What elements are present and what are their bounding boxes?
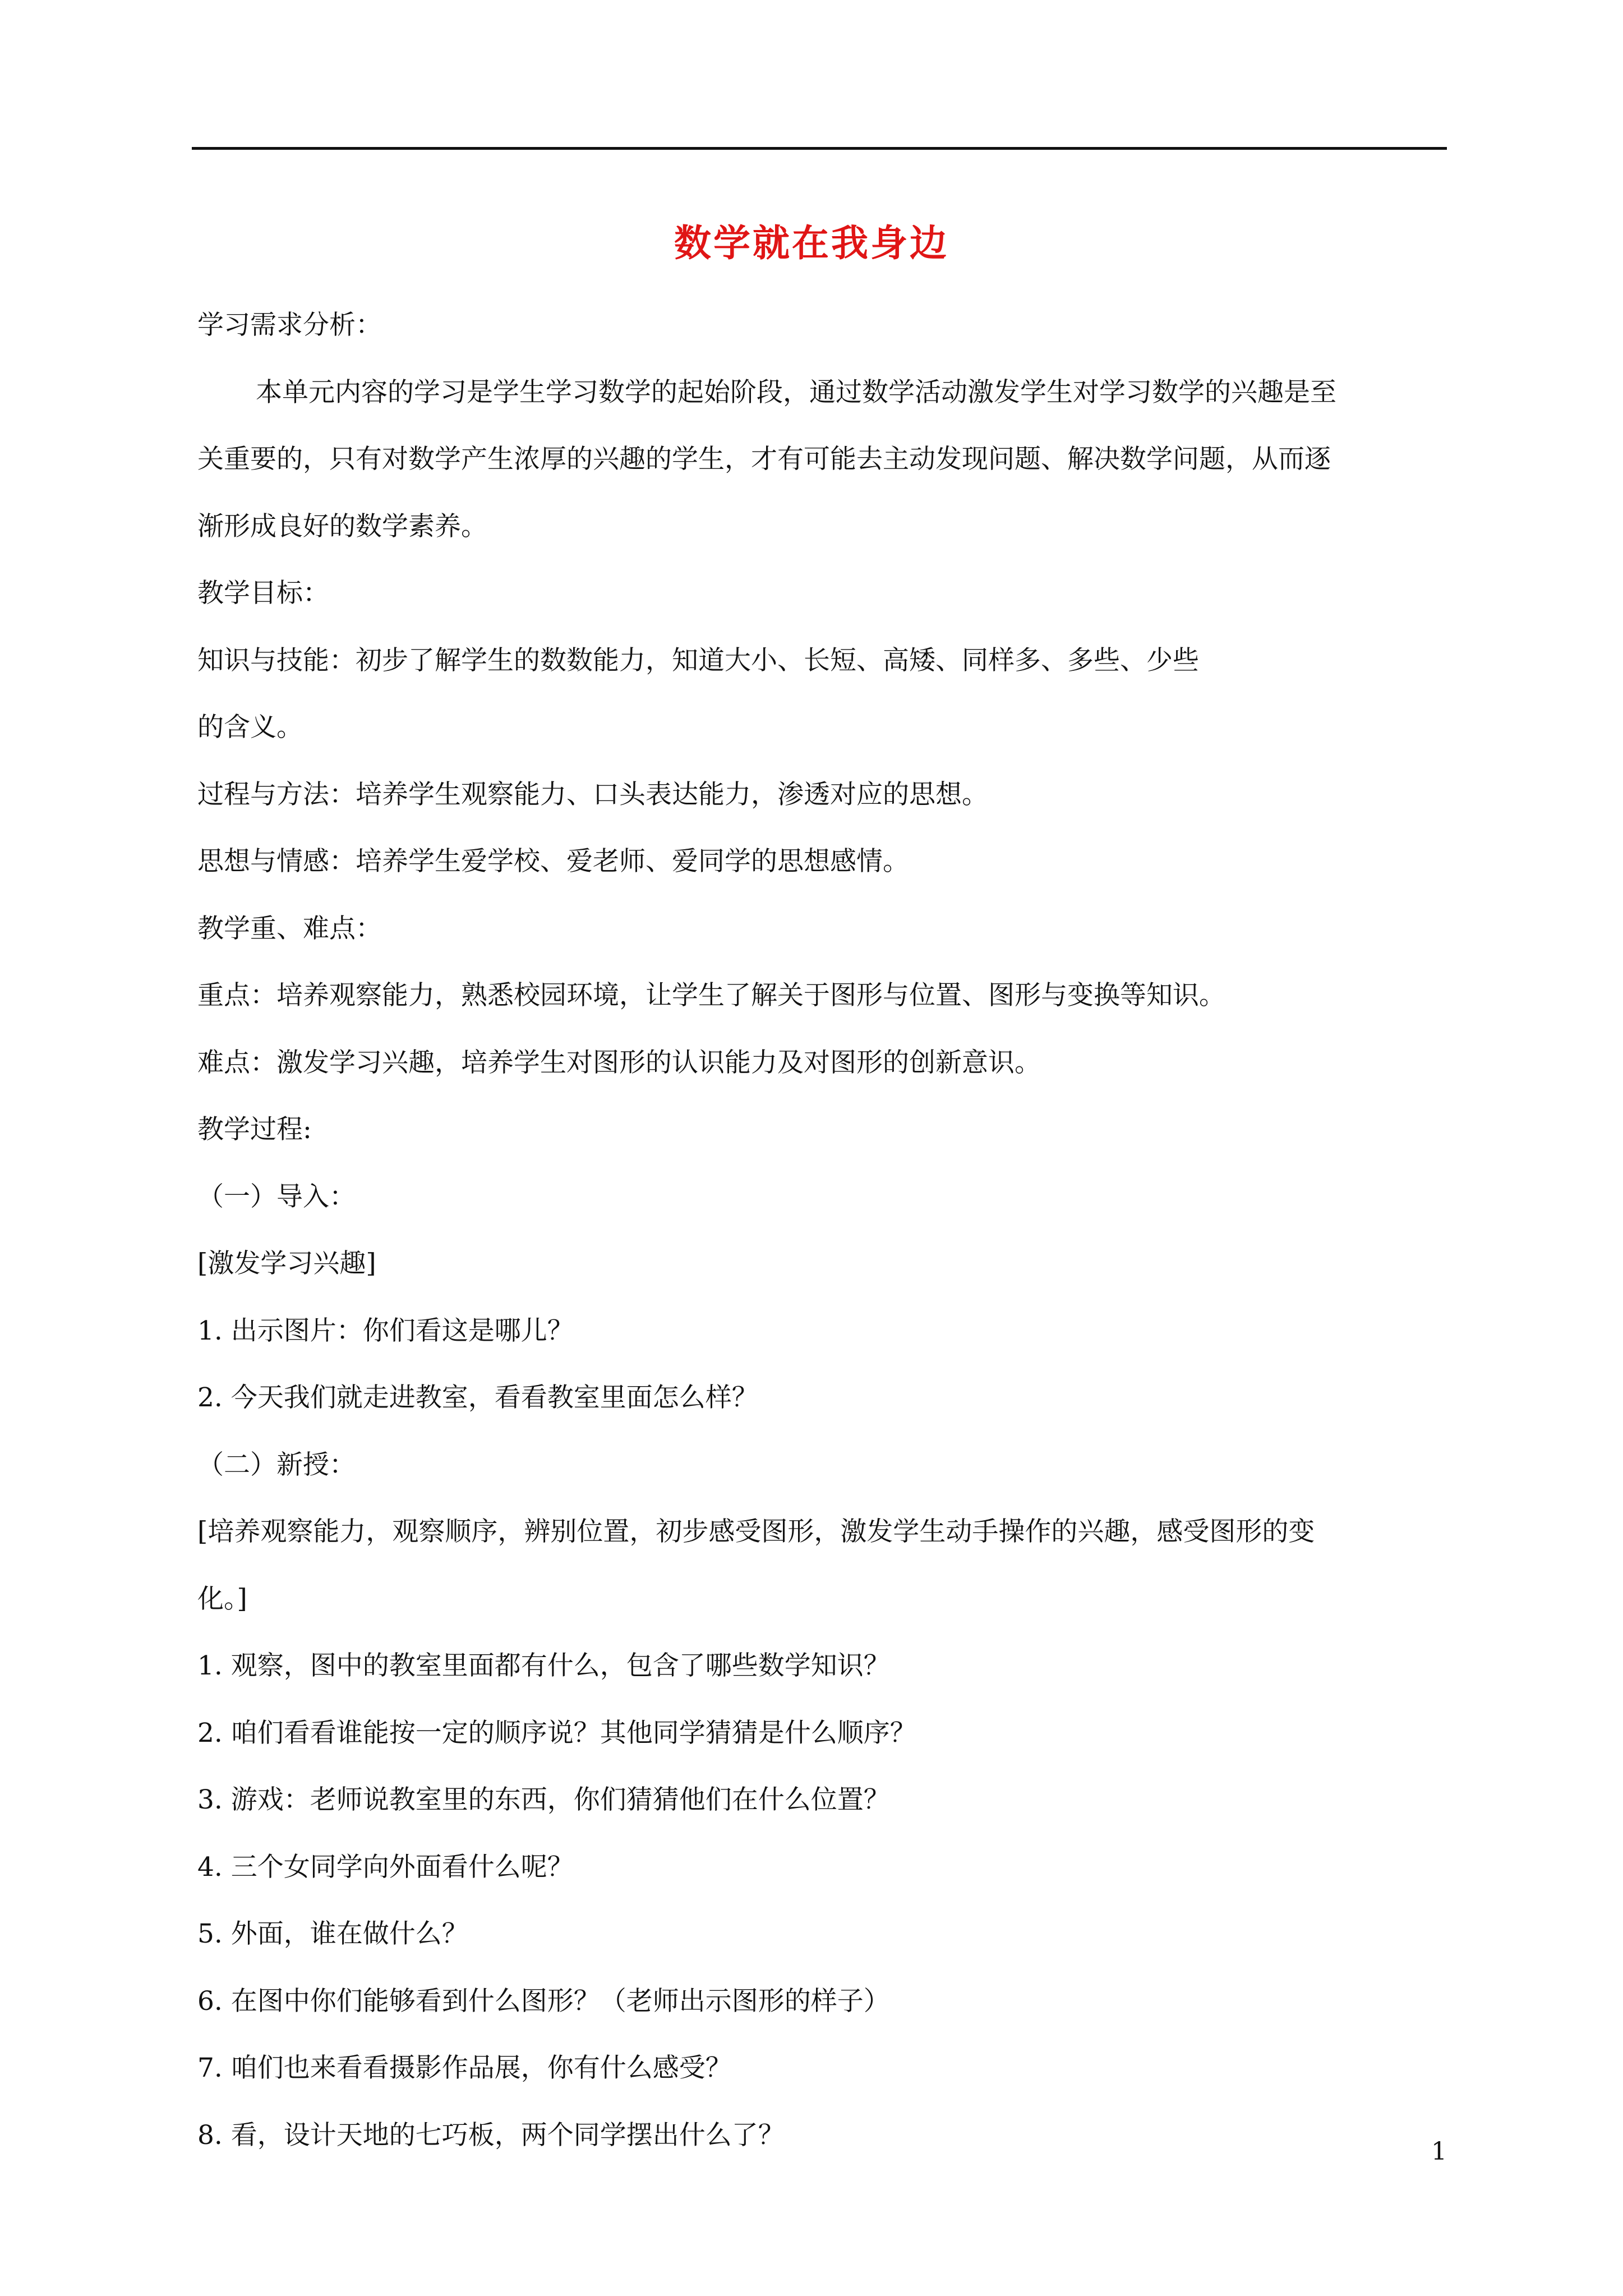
paragraph-line: 本单元内容的学习是学生学习数学的起始阶段，通过数学活动激发学生对学习数学的兴趣是至 [256, 376, 1336, 408]
bracket-note: [激发学习兴趣] [197, 1248, 376, 1279]
list-item: 5. 外面，谁在做什么？ [197, 1918, 468, 1949]
bracket-note: [培养观察能力，观察顺序，辨别位置，初步感受图形，激发学生动手操作的兴趣，感受图形的变 [197, 1516, 1315, 1547]
document-title: 数学就在我身边 [674, 221, 949, 265]
header-rule [192, 147, 1447, 150]
list-item: 8. 看，设计天地的七巧板，两个同学摆出什么了？ [197, 2119, 785, 2151]
goal-process-method: 过程与方法：培养学生观察能力、口头表达能力，渗透对应的思想。 [197, 779, 988, 810]
paragraph-line: 关重要的，只有对数学产生浓厚的兴趣的学生，才有可能去主动发现问题、解决数学问题，从而逐 [197, 444, 1331, 475]
document-body [197, 292, 1448, 2169]
list-item: 1. 出示图片：你们看这是哪儿？ [197, 1315, 574, 1346]
list-item: 7. 咱们也来看看摄影作品展，你有什么感受？ [197, 2053, 732, 2083]
goal-knowledge-skills: 知识与技能：初步了解学生的数数能力，知道大小、长短、高矮、同样多、多些、少些 [197, 645, 1199, 676]
key-point: 重点：培养观察能力，熟悉校园环境，让学生了解关于图形与位置、图形与变换等知识。 [197, 980, 1225, 1011]
paragraph-line: 渐形成良好的数学素养。 [197, 510, 487, 542]
subsection-heading-new-lesson: （二）新授： [197, 1449, 356, 1480]
list-item: 3. 游戏：老师说教室里的东西，你们猜猜他们在什么位置？ [197, 1784, 890, 1815]
section-heading-needs-analysis: 学习需求分析： [197, 310, 382, 341]
section-heading-teaching-process: 教学过程: [197, 1114, 312, 1145]
list-item: 4. 三个女同学向外面看什么呢？ [197, 1851, 574, 1883]
difficult-point: 难点：激发学习兴趣，培养学生对图形的认识能力及对图形的创新意识。 [197, 1047, 1041, 1078]
list-item: 1. 观察，图中的教室里面都有什么，包含了哪些数学知识？ [197, 1650, 890, 1681]
bracket-note-continued: 化。] [197, 1583, 247, 1614]
goal-knowledge-skills-continued: 的含义。 [197, 712, 303, 743]
list-item: 2. 今天我们就走进教室，看看教室里面怎么样？ [197, 1382, 758, 1413]
section-heading-teaching-goals: 教学目标： [197, 578, 329, 609]
list-item: 2. 咱们看看谁能按一定的顺序说？其他同学猜猜是什么顺序？ [197, 1717, 916, 1749]
list-item: 6. 在图中你们能够看到什么图形？（老师出示图形的样子） [197, 1985, 890, 2017]
subsection-heading-introduction: （一）导入： [197, 1181, 356, 1212]
goal-thought-emotion: 思想与情感：培养学生爱学校、爱老师、爱同学的思想感情。 [197, 846, 909, 877]
section-heading-key-points: 教学重、难点： [197, 913, 382, 944]
page-number: 1 [1431, 2137, 1447, 2166]
